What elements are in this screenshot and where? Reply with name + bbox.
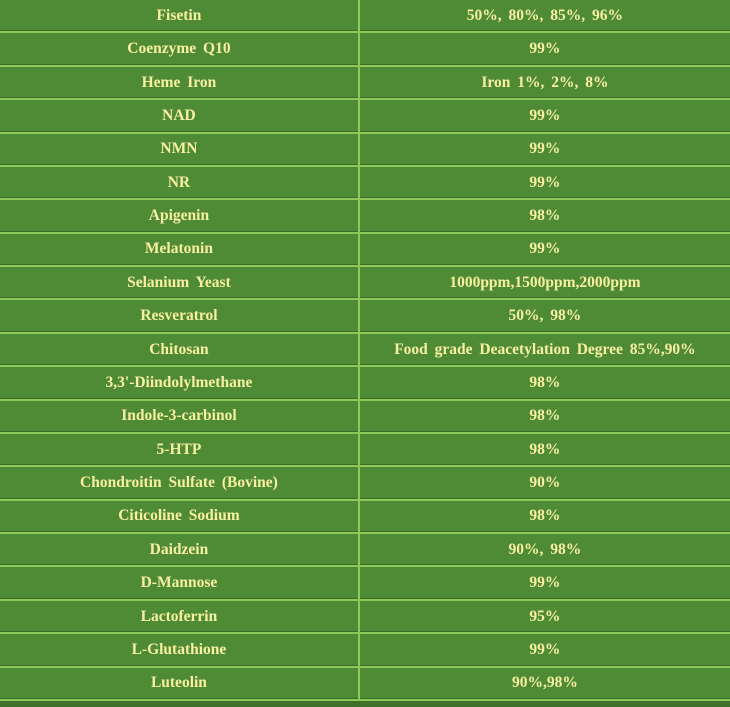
table-bottom-strip [0,701,730,707]
purity-value-cell: 1000ppm,1500ppm,2000ppm [449,273,641,291]
table-row [0,467,730,500]
purity-value-cell: 99% [529,40,561,58]
purity-value-cell: 98% [529,440,561,458]
table-row [0,434,730,467]
table-row [0,334,730,367]
table-row [0,534,730,567]
purity-value-cell: 99% [529,173,561,191]
product-name-cell: Luteolin [0,668,360,699]
table-row [0,100,730,133]
product-name-cell: D-Mannose [0,567,360,598]
product-name-cell: Coenzyme Q10 [0,33,360,64]
product-name-cell: 3,3'-Diindolylmethane [0,367,360,398]
table-row [0,267,730,300]
purity-value-cell: Iron 1%, 2%, 8% [481,73,609,91]
purity-value-cell: 99% [529,106,561,124]
table-row [0,567,730,600]
product-name-cell: Melatonin [0,234,360,265]
product-name-cell: Resveratrol [0,300,360,331]
purity-value-cell: 98% [529,507,561,525]
purity-value-cell: 90%,98% [511,674,578,692]
product-name-cell: 5-HTP [0,434,360,465]
product-name-cell: L-Glutathione [0,634,360,665]
purity-value-cell: 98% [529,407,561,425]
purity-value-cell: 95% [529,607,561,625]
table-row [0,634,730,667]
product-name-cell: Chondroitin Sulfate (Bovine) [0,467,360,498]
table-row [0,300,730,333]
table-row [0,0,730,33]
table-row [0,668,730,701]
table-row [0,501,730,534]
product-name-cell: Heme Iron [0,67,360,98]
product-name-cell: Chitosan [0,334,360,365]
product-name-cell: Lactoferrin [0,601,360,632]
purity-value-cell: 99% [529,140,561,158]
purity-value-cell: Food grade Deacetylation Degree 85%,90% [394,340,696,358]
purity-value-cell: 99% [529,640,561,658]
purity-value-cell: 98% [529,373,561,391]
product-name-cell: Selanium Yeast [0,267,360,298]
product-name-cell: Citicoline Sodium [0,501,360,532]
table-row [0,367,730,400]
product-name-cell: Indole-3-carbinol [0,401,360,432]
purity-value-cell: 90% [529,474,561,492]
product-name-cell: Daidzein [0,534,360,565]
table-row [0,67,730,100]
purity-value-cell: 98% [529,207,561,225]
table-row [0,601,730,634]
product-name-cell: Fisetin [0,0,360,31]
purity-value-cell: 50%, 80%, 85%, 96% [466,6,624,24]
table-row [0,33,730,66]
table-row [0,167,730,200]
product-name-cell: NR [0,167,360,198]
product-name-cell: Apigenin [0,200,360,231]
table-row [0,200,730,233]
table-row [0,234,730,267]
table-row [0,134,730,167]
purity-value-cell: 99% [529,240,561,258]
purity-value-cell: 90%, 98% [508,540,582,558]
purity-value-cell: 99% [529,574,561,592]
product-name-cell: NMN [0,134,360,165]
product-name-cell: NAD [0,100,360,131]
table-row [0,401,730,434]
purity-value-cell: 50%, 98% [508,307,582,325]
